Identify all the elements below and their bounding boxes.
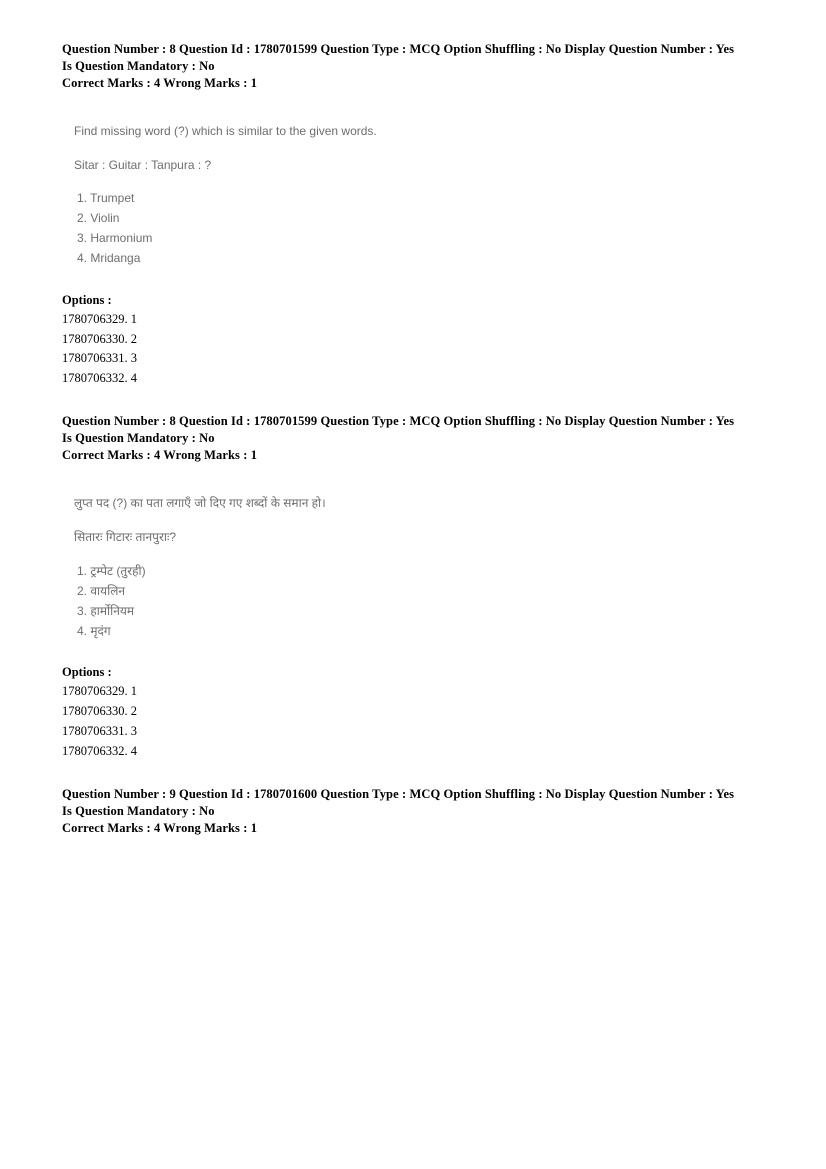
mandatory-line: Is Question Mandatory : No — [62, 59, 215, 73]
question-choice: 1. Trumpet — [77, 191, 135, 205]
question-choice: 4. मृदंग — [77, 624, 111, 638]
options-label: Options : — [62, 665, 112, 679]
marks-line: Correct Marks : 4 Wrong Marks : 1 — [62, 821, 258, 835]
question-choice: 3. हार्मोनियम — [77, 604, 135, 618]
question-header-3 — [62, 786, 782, 837]
question-choice: 1. ट्रम्पेट (तुरही) — [77, 564, 146, 578]
question-prompt: Find missing word (?) which is similar to the given words. — [74, 124, 377, 138]
option-row: 1780706330. 2 — [62, 704, 137, 718]
marks-line: Correct Marks : 4 Wrong Marks : 1 — [62, 76, 258, 90]
question-prompt: लुप्त पद (?) का पता लगाएँ जो दिए गए शब्दों के समान हो। — [74, 496, 326, 510]
option-row: 1780706329. 1 — [62, 312, 137, 326]
question-choice: 2. Violin — [77, 211, 120, 225]
question-header-2 — [62, 413, 782, 464]
options-label: Options : — [62, 293, 112, 307]
option-row: 1780706331. 3 — [62, 351, 137, 365]
option-row: 1780706329. 1 — [62, 684, 137, 698]
mandatory-line: Is Question Mandatory : No — [62, 431, 215, 445]
question-series: Sitar : Guitar : Tanpura : ? — [74, 158, 212, 172]
marks-line: Correct Marks : 4 Wrong Marks : 1 — [62, 448, 258, 462]
question-choice: 3. Harmonium — [77, 231, 153, 245]
question-meta-line: Question Number : 8 Question Id : 1780701599 Question Type : MCQ Option Shuffling : No Display Question Number : Yes — [62, 42, 735, 56]
option-row: 1780706330. 2 — [62, 332, 137, 346]
question-header-1 — [62, 41, 782, 92]
option-row: 1780706332. 4 — [62, 744, 137, 758]
question-choice: 4. Mridanga — [77, 251, 141, 265]
option-row: 1780706332. 4 — [62, 371, 137, 385]
option-row: 1780706331. 3 — [62, 724, 137, 738]
question-meta-line: Question Number : 9 Question Id : 1780701600 Question Type : MCQ Option Shuffling : No Display Question Number : Yes — [62, 787, 735, 801]
question-choice: 2. वायलिन — [77, 584, 125, 598]
question-meta-line: Question Number : 8 Question Id : 1780701599 Question Type : MCQ Option Shuffling : No Display Question Number : Yes — [62, 414, 735, 428]
question-series: सितारः गिटारः तानपुराः? — [74, 530, 177, 544]
mandatory-line: Is Question Mandatory : No — [62, 804, 215, 818]
